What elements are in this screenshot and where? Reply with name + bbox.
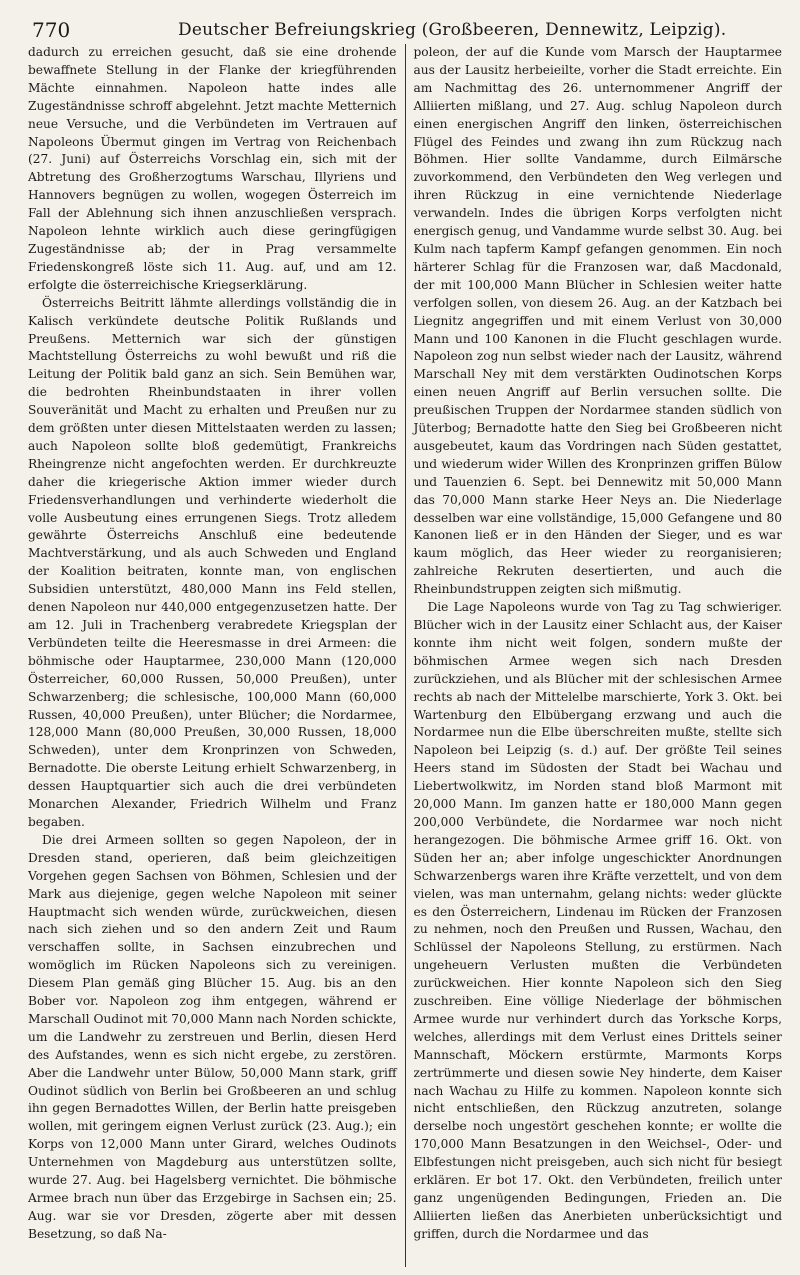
page-number: 770 [32, 18, 71, 42]
left-column [28, 44, 405, 1267]
running-title: Deutscher Befreiungskrieg (Großbeeren, Dennewitz, Leipzig). [178, 20, 727, 40]
paragraph: Österreichs Beitritt lähmte allerdings vollständig die in Kalisch verkündete deutsche Politik Rußlands und Preußens. Metternich war sich der günstigen Machtstellung Österreichs zu wohl bewußt und riß die Leitung der Politik bald ganz an sich. Sein Bemühen war, die bedrohten Rheinbundstaaten in ihrer vollen Souveränität und Macht zu erhalten und Preußen nur zu dem größten unter diesen Mittelstaaten werden zu lassen; auch Napoleon sollte bloß gedemütigt, Frankreichs Rheingrenze nicht angefochten werden. Er durchkreuzte daher die kriegerische Aktion immer wieder durch Friedensverhandlungen und verhinderte wiederholt die volle Ausbeutung eines errungenen Siegs. Trotz alledem gewährte Österreichs Anschluß eine bedeutende Machtverstärkung, und als auch Schweden und England der Koalition beitraten, konnte man, von englischen Subsidien unterstützt, 480,000 Mann ins Feld stellen, denen Napoleon nur 440,000 entgegenzusetzen hatte. Der am 12. Juli in Trachenberg verabredete Kriegsplan der Verbündeten teilte die Heeresmasse in drei Armeen: die böhmische oder Hauptarmee, 230,000 Mann (120,000 Österreicher, 60,000 Russen, 50,000 Preußen), unter Schwarzenberg; die schlesische, 100,000 Mann (60,000 Russen, 40,000 Preußen), unter Blücher; die Nordarmee, 128,000 Mann (80,000 Preußen, 30,000 Russen, 18,000 Schweden), unter dem Kronprinzen von Schweden, Bernadotte. Die oberste Leitung erhielt Schwarzenberg, in dessen Hauptquartier sich auch die drei verbündeten Monarchen Alexander, Friedrich Wilhelm und Franz begaben. [28, 295, 397, 829]
paragraph: Die drei Armeen sollten so gegen Napoleon, der in Dresden stand, operieren, daß beim gleichzeitigen Vorgehen gegen Sachsen von Böhmen, Schlesien und der Mark aus diejenige, gegen welche Napoleon mit seiner Hauptmacht sich wenden würde, zurückweichen, diesen nach sich ziehen und so den andern Zeit und Raum verschaffen sollte, in Sachsen einzubrechen und womöglich im Rücken Napoleons sich zu vereinigen. Diesem Plan gemäß ging Blücher 15. Aug. bis an den Bober vor. Napoleon zog ihm entgegen, während er Marschall Oudinot mit 70,000 Mann nach Norden schickte, um die Landwehr zu zerstreuen und Berlin, diesen Herd des Aufstandes, wenn es sich nicht ergebe, zu zerstören. Aber die Landwehr unter Bülow, 50,000 Mann stark, griff Oudinot südlich von Berlin bei Großbeeren an und schlug ihn gegen Bernadottes Willen, der Berlin hatte preisgeben wollen, mit geringem eignen Verlust zurück (23. Aug.); ein Korps von 12,000 Mann unter Girard, welches Oudinots Unternehmen von Magdeburg aus unterstützen sollte, wurde 27. Aug. bei Hagelsberg vernichtet. Die böhmische Armee brach nun über das Erzgebirge in Sachsen ein; 25. Aug. war sie vor Dresden, zögerte aber mit dessen Besetzung, so daß Na- [28, 832, 397, 1241]
paragraph: dadurch zu erreichen gesucht, daß sie eine drohende bewaffnete Stellung in der Flanke der kriegführenden Mächte einnahmen. Napoleon hatte indes alle Zugeständnisse schroff abgelehnt. Jetzt machte Metternich neue Versuche, und die Verbündeten im Vertrauen auf Napoleons Übermut gingen im Vertrag von Reichenbach (27. Juni) auf Österreichs Vorschlag ein, sich mit der Abtretung des Großherzogtums Warschau, Illyriens und Hannovers begnügen zu wollen, wogegen Österreich im Fall der Ablehnung sich ihnen anzuschließen versprach. Napoleon lehnte wirklich auch diese geringfügigen Zugeständnisse ab; der in Prag versammelte Friedenskongreß löste sich 11. Aug. auf, und am 12. erfolgte die österreichische Kriegserklärung. [28, 45, 397, 292]
right-column [406, 44, 783, 1267]
paragraph: poleon, der auf die Kunde vom Marsch der Hauptarmee aus der Lausitz herbeieilte, vorher die Stadt erreichte. Ein am Nachmittag des 26. unternommener Angriff der Alliierten mißlang, und 27. Aug. schlug Napoleon durch einen energischen Angriff den linken, österreichischen Flügel des Feindes und zwang ihn zum Rückzug nach Böhmen. Hier sollte Vandamme, durch Eilmärsche zuvorkommend, den Verbündeten den Weg verlegen und ihren Rückzug in eine vernichtende Niederlage verwandeln. Indes die übrigen Korps verfolgten nicht energisch genug, und Vandamme wurde selbst 30. Aug. bei Kulm nach tapferm Kampf gefangen genommen. Ein noch härterer Schlag für die Franzosen war, daß Macdonald, der mit 100,000 Mann Blücher in Schlesien weiter hatte verfolgen sollen, von diesem 26. Aug. an der Katzbach bei Liegnitz angegriffen und mit einem Verlust von 30,000 Mann und 100 Kanonen in die Flucht geschlagen wurde. Napoleon zog nun selbst wieder nach der Lausitz, während Marschall Ney mit dem verstärkten Oudinotschen Korps einen neuen Angriff auf Berlin versuchen sollte. Die preußischen Truppen der Nordarmee standen südlich von Jüterbog; Bernadotte hatte den Sieg bei Großbeeren nicht ausgebeutet, kaum das Vordringen nach Süden gestattet, und wiederum wider Willen des Kronprinzen griffen Bülow und Tauenzien 6. Sept. bei Dennewitz mit 50,000 Mann das 70,000 Mann starke Heer Neys an. Die Niederlage desselben war eine vollständige, 15,000 Gefangene und 80 Kanonen ließ er in den Händen der Sieger, und es war kaum möglich, das Heer wieder zu reorganisieren; zahlreiche Rekruten desertierten, und auch die Rheinbundstruppen zeigten sich mißmutig. [413, 45, 783, 597]
paragraph: Die Lage Napoleons wurde von Tag zu Tag schwieriger. Blücher wich in der Lausitz einer Schlacht aus, der Kaiser konnte ihm nicht weit folgen, sondern mußte der böhmischen Armee wegen sich nach Dresden zurückziehen, und als Blücher mit der schlesischen Armee rechts ab nach der Mittelelbe marschierte, York 3. Okt. bei Wartenburg den Elbübergang erzwang und auch die Nordarmee nun die Elbe überschreiten mußte, stellte sich Napoleon bei Leipzig (s. d.) auf. Der größte Teil seines Heers stand im Südosten der Stadt bei Wachau und Liebertwolkwitz, im Norden stand bloß Marmont mit 20,000 Mann. Im ganzen hatte er 180,000 Mann gegen 200,000 Verbündete, die Nordarmee war noch nicht herangezogen. Die böhmische Armee griff 16. Okt. von Süden her an; aber infolge ungeschickter Anordnungen Schwarzenbergs waren ihre Kräfte verzettelt, und von dem vielen, was man unternahm, gelang nichts: weder glückte es den Österreichern, Lindenau im Rücken der Franzosen zu nehmen, noch den Preußen und Russen, Wachau, den Schlüssel der Napoleons Stellung, zu erstürmen. Nach ungeheuern Verlusten mußten die Verbündeten zurückweichen. Hier konnte Napoleon sich den Sieg zuschreiben. Eine völlige Niederlage der böhmischen Armee wurde nur verhindert durch das Yorksche Korps, welches, allerdings mit dem Verlust eines Drittels seiner Mannschaft, Möckern erstürmte, Marmonts Korps zertrümmerte und diesen sowie Ney hinderte, dem Kaiser nach Wachau zu Hilfe zu kommen. Napoleon konnte sich nicht entschließen, den Rückzug anzutreten, solange derselbe noch ungestört geschehen konnte; er wollte die 170,000 Mann Besatzungen in den Weichsel-, Oder- und Elbfestungen nicht preisgeben, auch sich nicht für besiegt erklären. Er bot 17. Okt. den Verbündeten, freilich unter ganz ungenügenden Bedingungen, Frieden an. Die Alliierten ließen das Anerbieten unberücksichtigt und griffen, durch die Nordarmee und das [413, 600, 783, 1241]
text-columns [28, 44, 782, 1267]
